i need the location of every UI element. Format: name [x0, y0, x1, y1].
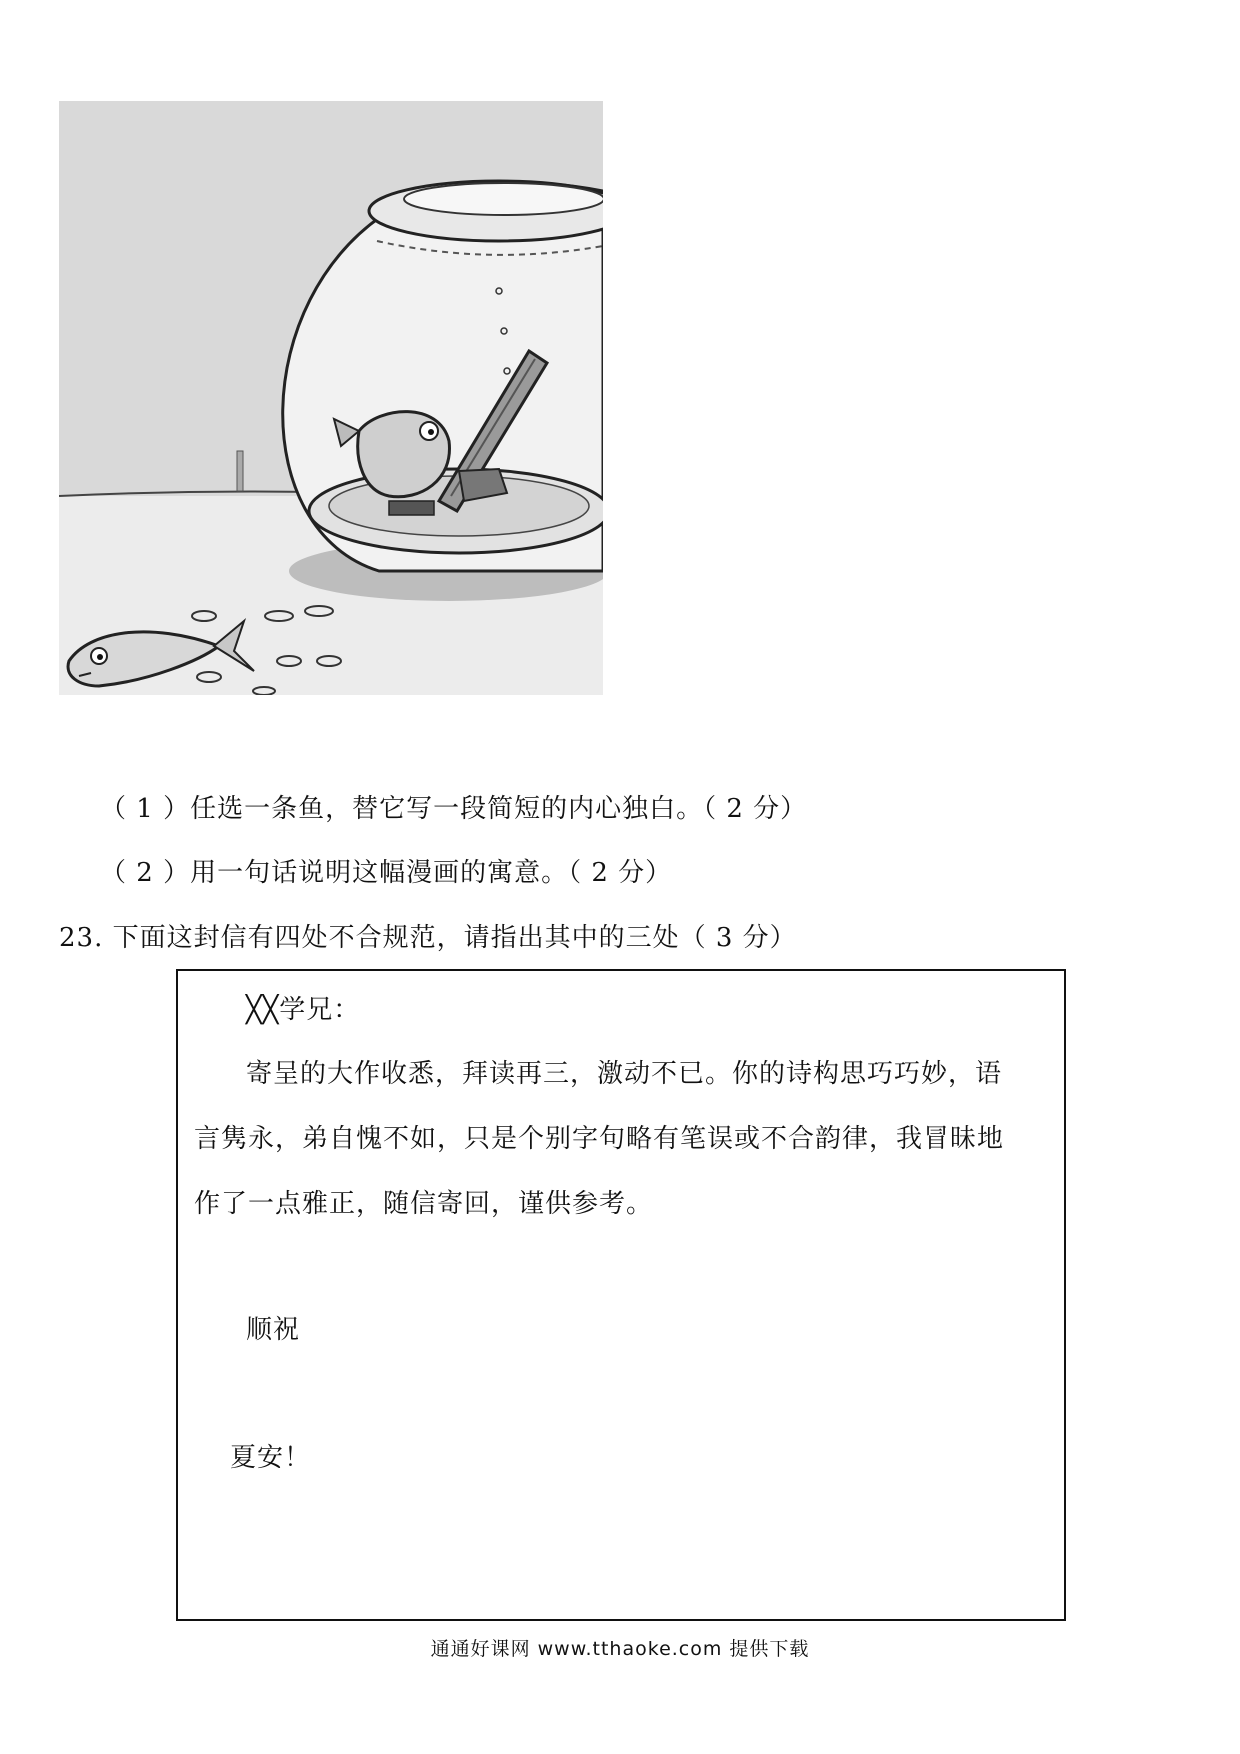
fishbowl-cartoon	[59, 101, 603, 695]
letter-body-line-2: 言隽永，弟自愧不如，只是个别字句略有笔误或不合韵律，我冒昧地	[194, 1124, 1005, 1154]
letter-body-line-3: 作了一点雅正，随信寄回，谨供参考。	[194, 1189, 654, 1219]
question-22-2: （ 2 ）用一句话说明这幅漫画的寓意。（ 2 分）	[100, 858, 673, 888]
letter-closing-2: 夏安！	[230, 1443, 312, 1473]
letter-body-line-1: 寄呈的大作收悉，拜读再三，激动不已。你的诗构思巧巧妙，语	[246, 1059, 1003, 1089]
letter-box	[176, 969, 1066, 1621]
question-23: 23. 下面这封信有四处不合规范，请指出其中的三处（ 3 分）	[59, 923, 797, 953]
footer-source: 通通好课网 www.tthaoke.com 提供下载	[430, 1638, 810, 1660]
letter-salutation: ╳╳学兄：	[246, 995, 361, 1025]
letter-closing-1: 顺祝	[246, 1315, 301, 1345]
question-22-1: （ 1 ）任选一条鱼，替它写一段简短的内心独白。（ 2 分）	[100, 794, 808, 824]
